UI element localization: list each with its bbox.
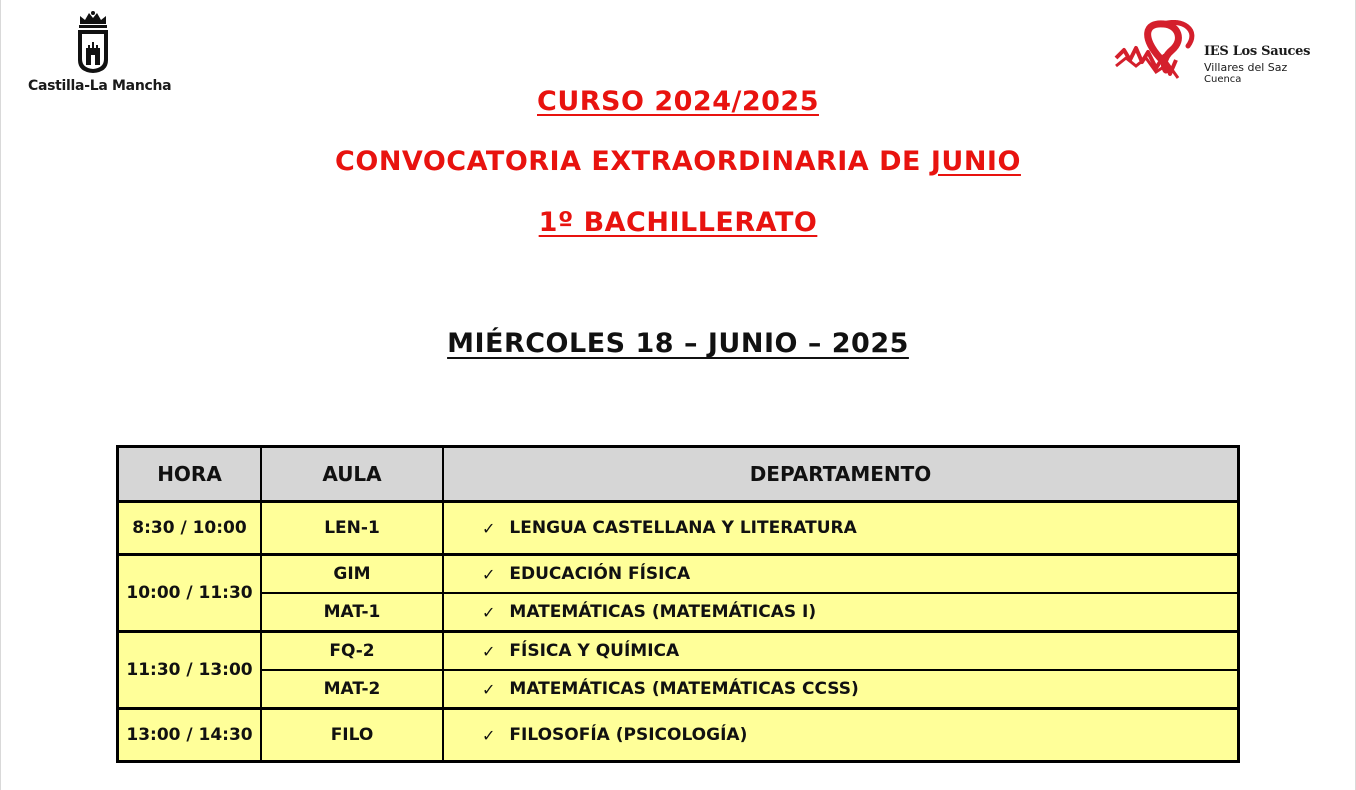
call-title-prefix: CONVOCATORIA EXTRAORDINARIA DE (335, 146, 931, 177)
header-departamento (444, 448, 1237, 500)
slot-hora (119, 503, 260, 553)
school-location-province: Cuenca (1204, 74, 1242, 85)
slot-hora-text: 13:00 / 14:30 (126, 725, 253, 745)
school-name: IES Los Sauces (1204, 44, 1311, 59)
row-departamento (444, 671, 1237, 707)
slot-hora (119, 556, 260, 630)
course-title (0, 86, 1356, 117)
book-heart-icon (1112, 20, 1204, 86)
slot-hora (119, 710, 260, 760)
row-aula (262, 671, 442, 707)
header-aula (262, 448, 442, 500)
header-aula-text: AULA (322, 462, 382, 486)
header-hora-text: HORA (157, 462, 222, 486)
row-departamento-text: FILOSOFÍA (PSICOLOGÍA) (509, 725, 748, 745)
level-title (0, 207, 1356, 238)
castle-crown-icon (74, 10, 112, 74)
slot-hora-text: 8:30 / 10:00 (132, 518, 247, 538)
row-departamento-text: EDUCACIÓN FÍSICA (509, 564, 691, 584)
row-departamento-text: MATEMÁTICAS (MATEMÁTICAS CCSS) (509, 679, 859, 699)
header-departamento-text: DEPARTAMENTO (749, 462, 932, 486)
row-aula-text: MAT-2 (323, 679, 381, 699)
row-departamento-text: MATEMÁTICAS (MATEMÁTICAS I) (509, 602, 817, 622)
check-icon: ✓ (482, 679, 496, 699)
row-aula (262, 503, 442, 553)
slot-hora (119, 633, 260, 707)
page-edge-left (0, 0, 1, 790)
row-aula (262, 633, 442, 669)
row-departamento-text: LENGUA CASTELLANA Y LITERATURA (509, 518, 857, 538)
row-departamento (444, 503, 1237, 553)
row-aula (262, 556, 442, 592)
level-title-text: 1º BACHILLERATO (538, 207, 818, 238)
row-departamento (444, 633, 1237, 669)
header-hora (119, 448, 260, 500)
school-location-town: Villares del Saz (1204, 61, 1288, 74)
check-icon: ✓ (482, 564, 496, 584)
row-aula-text: FQ-2 (329, 641, 375, 661)
call-title (0, 146, 1356, 177)
row-aula-text: FILO (330, 725, 374, 745)
ies-los-sauces-logo (1112, 20, 1312, 90)
slot-hora-text: 10:00 / 11:30 (126, 583, 253, 603)
row-departamento (444, 594, 1237, 630)
exam-date: MIÉRCOLES 18 – JUNIO – 2025 (447, 328, 909, 359)
row-aula-text: LEN-1 (324, 518, 380, 538)
check-icon: ✓ (482, 518, 496, 538)
row-aula-text: MAT-1 (323, 602, 381, 622)
row-departamento (444, 710, 1237, 760)
course-title-text: CURSO 2024/2025 (537, 86, 819, 117)
check-icon: ✓ (482, 725, 496, 745)
slot-hora-text: 11:30 / 13:00 (126, 660, 253, 680)
check-icon: ✓ (482, 602, 496, 622)
check-icon: ✓ (482, 641, 496, 661)
row-aula (262, 594, 442, 630)
row-departamento (444, 556, 1237, 592)
row-departamento-text: FÍSICA Y QUÍMICA (509, 641, 680, 661)
row-aula (262, 710, 442, 760)
schedule-table (116, 445, 1240, 763)
castilla-la-mancha-logo-text: Castilla-La Mancha (28, 78, 172, 94)
row-aula-text: GIM (333, 564, 371, 584)
call-title-month: JUNIO (930, 146, 1021, 177)
